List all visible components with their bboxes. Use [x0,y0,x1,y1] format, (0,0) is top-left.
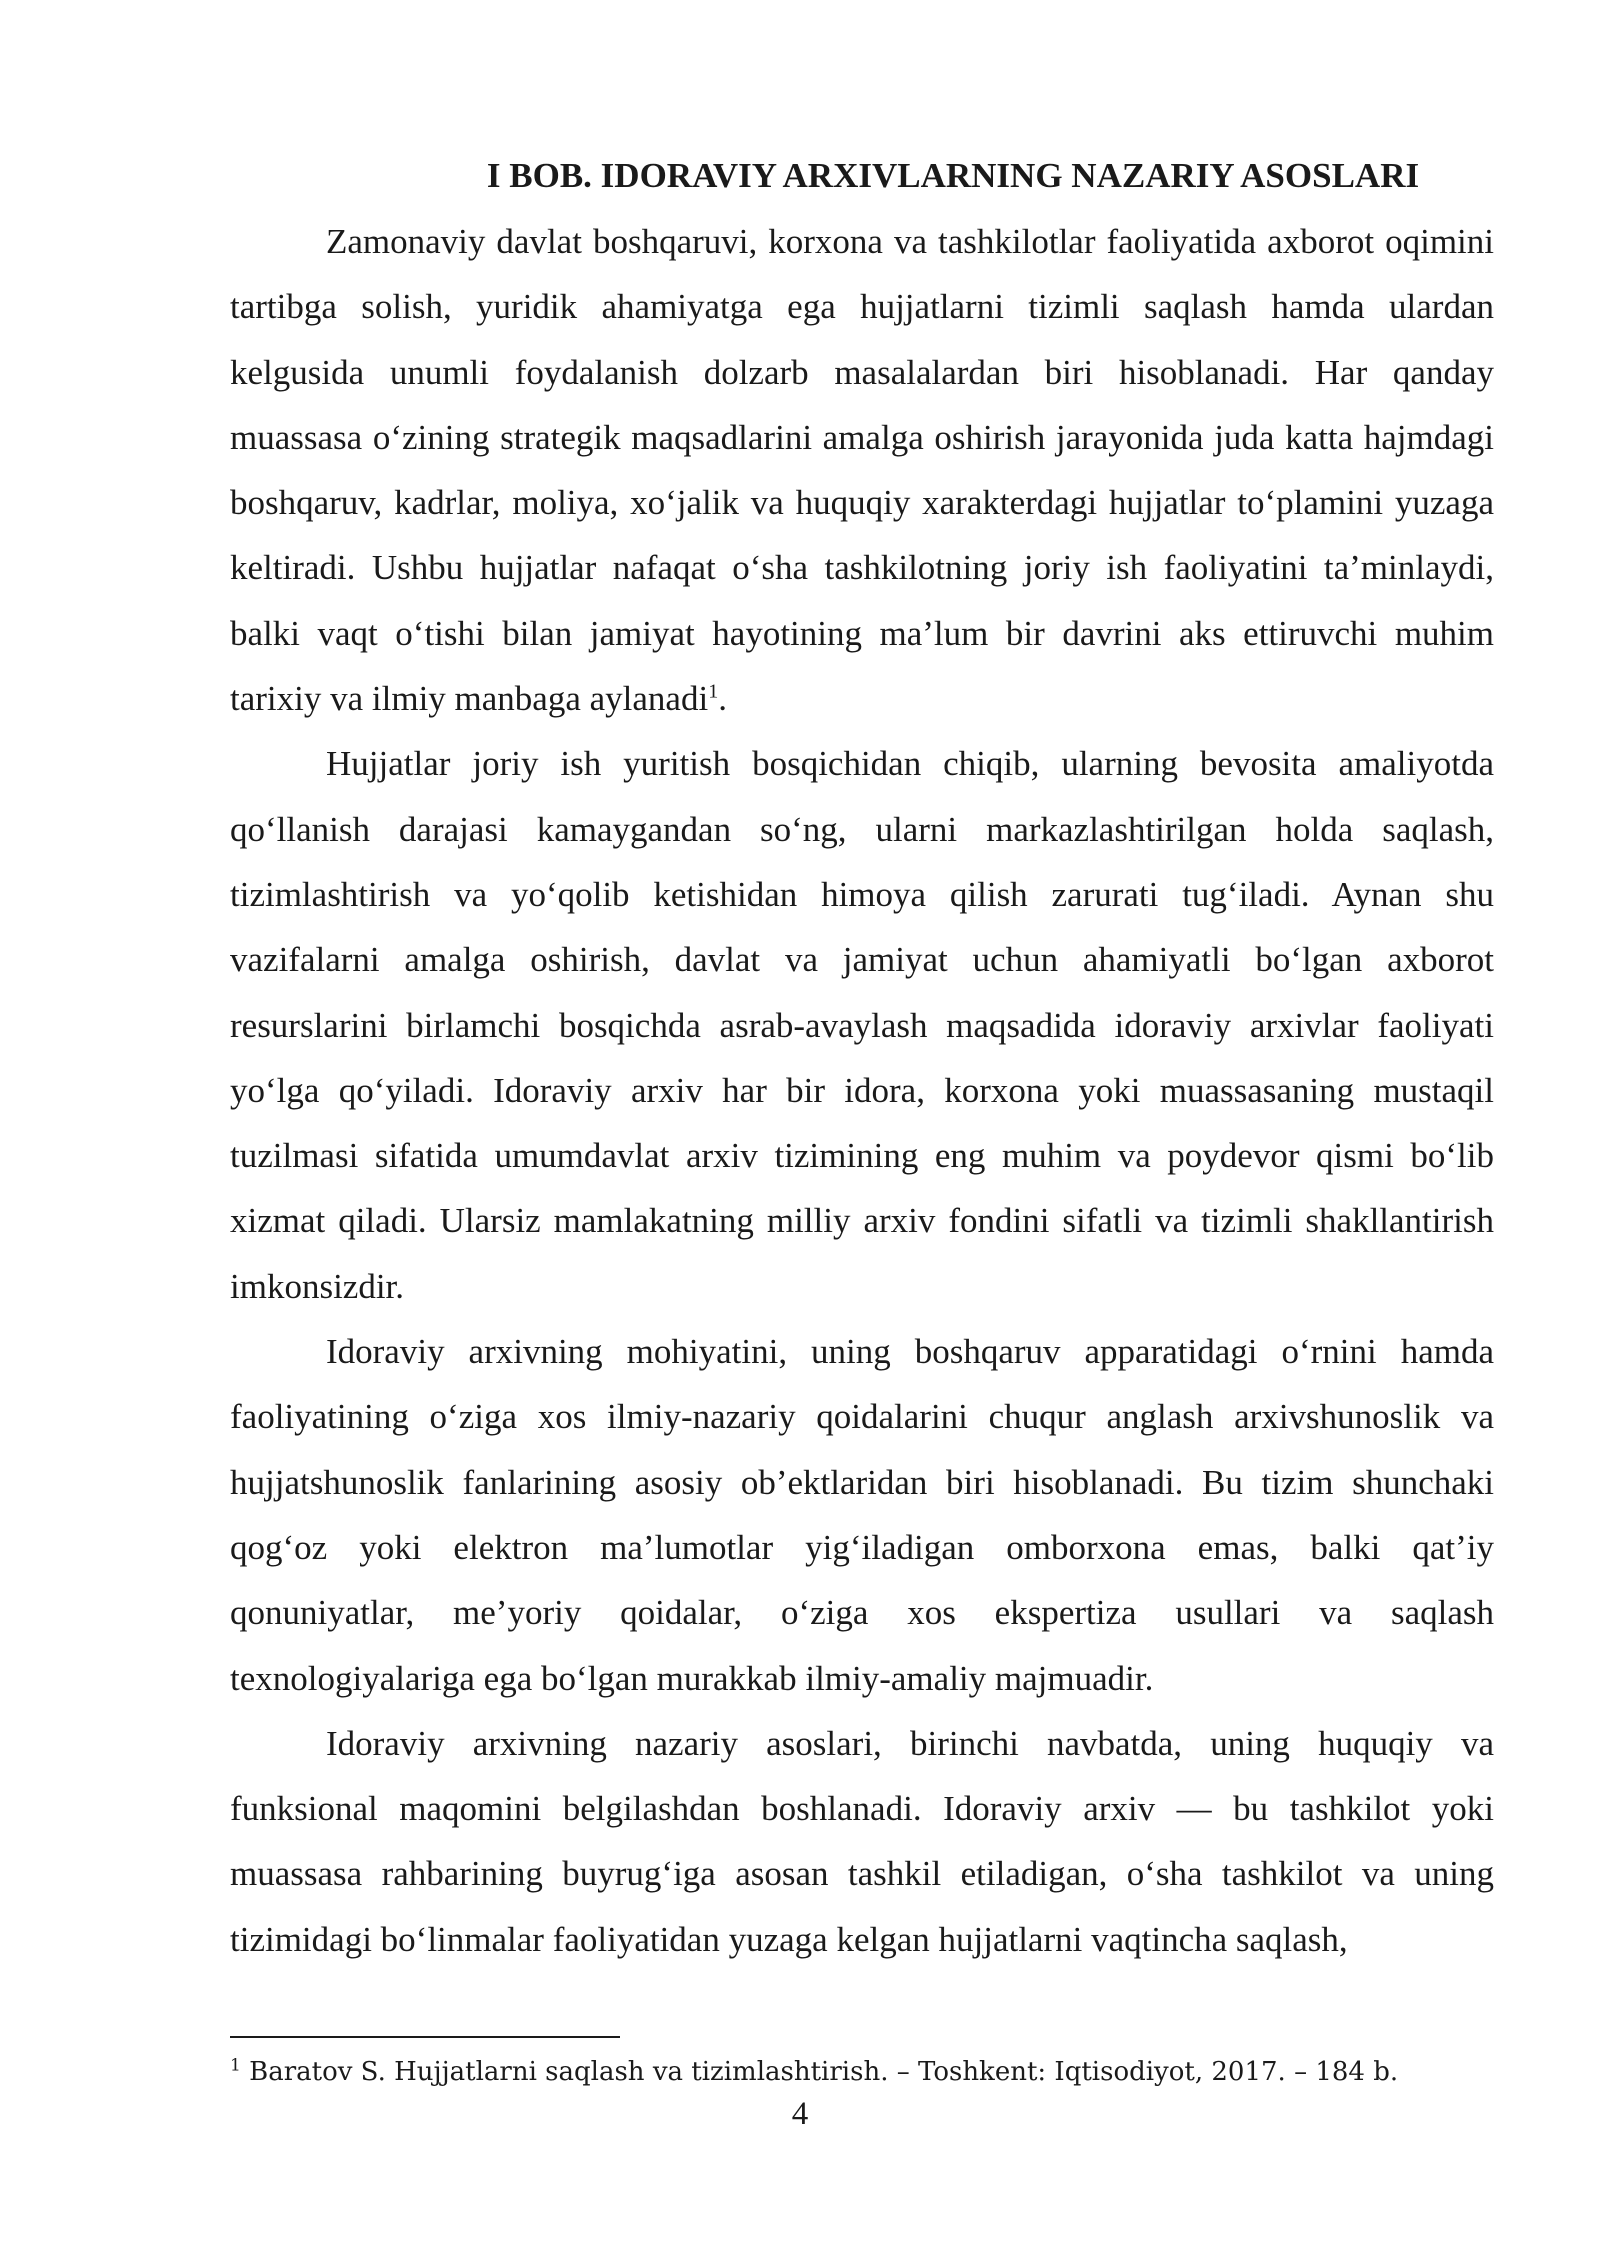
footnote-text: Baratov S. Hujjatlarni saqlash va tizimlashtirish. – Toshkent: Iqtisodiyot, 2017. – 184 b. [240,2057,1399,2087]
footnote [230,2052,1494,2092]
paragraph-4: Idoraviy arxivning nazariy asoslari, birinchi navbatda, uning huquqiy va funksional maqomini belgilashdan boshlanadi. Idoraviy arxiv — bu tashkilot yoki muassasa rahbarining buyrug‘iga asosan tashkil etiladigan, o‘sha tashkilot va uning tizimidagi bo‘linmalar faoliyatidan yuzaga kelgan hujjatlarni vaqtincha saqlash, [230,1723,1494,1959]
paragraph-3: Idoraviy arxivning mohiyatini, uning boshqaruv apparatidagi o‘rnini hamda faoliyatining o‘ziga xos ilmiy-nazariy qoidalarini chuqur anglash arxivshunoslik va hujjatshunoslik fanlarining asosiy ob’ektlaridan biri hisoblanadi. Bu tizim shunchaki qog‘oz yoki elektron ma’lumotlar yig‘iladigan omborxona emas, balki qat’iy qonuniyatlar, me’yoriy qoidalar, o‘ziga xos ekspertiza usullari va saqlash texnologiyalariga ega bo‘lgan murakkab ilmiy-amaliy majmuadir. [230,1332,1494,1698]
paragraph-1-end: . [718,679,727,719]
paragraph-1 [230,209,1494,731]
footnote-marker: 1 [230,2055,241,2076]
body-text [230,209,1494,1972]
paragraph-2: Hujjatlar joriy ish yuritish bosqichidan chiqib, ularning bevosita amaliyotda qo‘llanish darajasi kamaygandan so‘ng, ularni markazlashtirilgan holda saqlash, tizimlashtirish va yo‘qolib ketishidan himoya qilish zarurati tug‘iladi. Aynan shu vazifalarni amalga oshirish, davlat va jamiyat uchun ahamiyatli bo‘lgan axborot resurslarini birlamchi bosqichda asrab-avaylash maqsadida idoraviy arxivlar faoliyati yo‘lga qo‘yiladi. Idoraviy arxiv har bir idora, korxona yoki muassasaning mustaqil tuzilmasi sifatida umumdavlat arxiv tizimining eng muhim va poydevor qismi bo‘lib xizmat qiladi. Ularsiz mamlakatning milliy arxiv fondini sifatli va tizimli shakllantirish imkonsizdir. [230,744,1494,1306]
footnote-separator [230,2036,620,2038]
chapter-heading: I BOB. IDORAVIY ARXIVLARNING NAZARIY ASOSLARI [486,156,1420,195]
page-number: 4 [791,2096,809,2132]
footnote-reference: 1 [708,680,719,703]
paragraph-1-text: Zamonaviy davlat boshqaruvi, korxona va tashkilotlar faoliyatida axborot oqimini tartibga solish, yuridik ahamiyatga ega hujjatlarni tizimli saqlash hamda ulardan kelgusida unumli foydalanish dolzarb masalalardan biri hisoblanadi. Har qanday muassasa o‘zining strategik maqsadlarini amalga oshirish jarayonida juda katta hajmdagi boshqaruv, kadrlar, moliya, xo‘jalik va huquqiy xarakterdagi hujjatlar to‘plamini yuzaga keltiradi. Ushbu hujjatlar nafaqat o‘sha tashkilotning joriy ish faoliyatini ta’minlaydi, balki vaqt o‘tishi bilan jamiyat hayotining ma’lum bir davrini aks ettiruvchi muhim tarixiy va ilmiy manbaga aylanadi [230,222,1494,719]
